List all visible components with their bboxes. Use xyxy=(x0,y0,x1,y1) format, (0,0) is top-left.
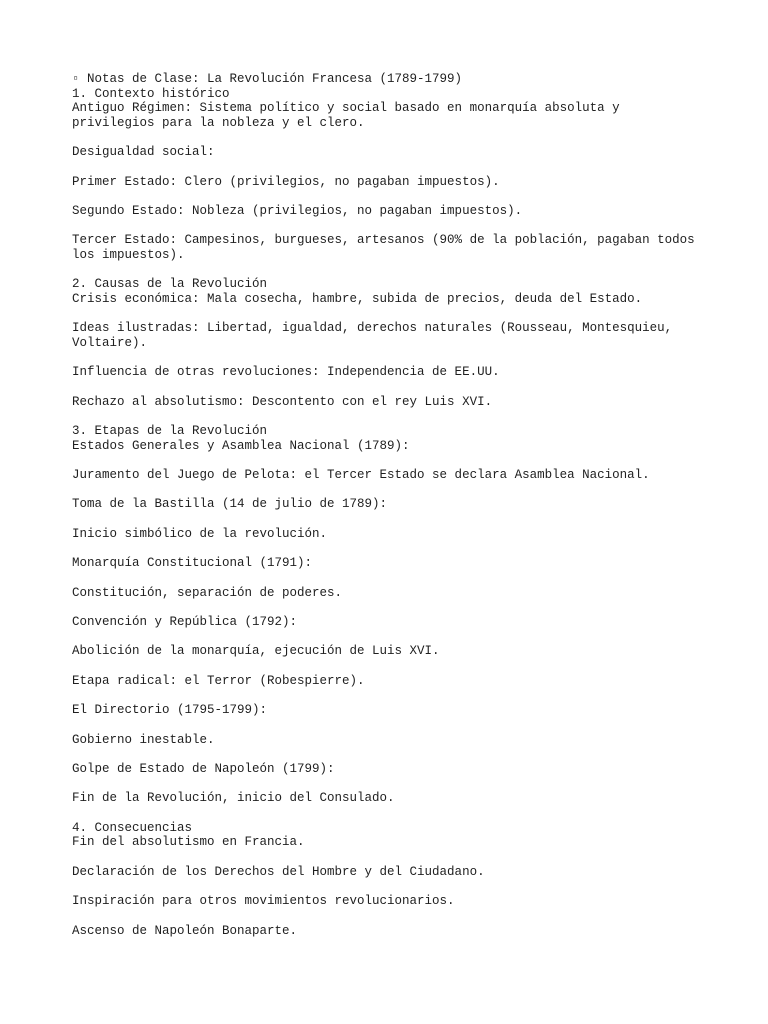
paragraph-directorio: El Directorio (1795-1799): xyxy=(72,703,268,718)
paragraph-influencia: Influencia de otras revoluciones: Independencia de EE.UU. xyxy=(72,365,500,380)
paragraph-juramento: Juramento del Juego de Pelota: el Tercer Estado se declara Asamblea Nacional. xyxy=(72,468,650,483)
document-page xyxy=(72,72,712,938)
paragraph-monarquia-constitucional: Monarquía Constitucional (1791): xyxy=(72,556,313,571)
paragraph-desigualdad-social: Desigualdad social: xyxy=(72,145,215,160)
section-etapas: 3. Etapas de la Revolución Estados Generales y Asamblea Nacional (1789): xyxy=(72,424,410,453)
paragraph-segundo-estado: Segundo Estado: Nobleza (privilegios, no pagaban impuestos). xyxy=(72,203,523,218)
paragraph-etapa-radical: Etapa radical: el Terror (Robespierre). xyxy=(72,673,365,688)
document-title: ▫ Notas de Clase: La Revolución Francesa (1789-1799) xyxy=(72,72,463,86)
paragraph-toma-bastilla: Toma de la Bastilla (14 de julio de 1789): xyxy=(72,497,388,512)
paragraph-ascenso-napoleon: Ascenso de Napoleón Bonaparte. xyxy=(72,923,298,938)
paragraph-inspiracion: Inspiración para otros movimientos revolucionarios. xyxy=(72,894,455,909)
section-causas: 2. Causas de la Revolución Crisis económica: Mala cosecha, hambre, subida de precios, deuda del Estado. xyxy=(72,277,643,306)
paragraph-rechazo-absolutismo: Rechazo al absolutismo: Descontento con el rey Luis XVI. xyxy=(72,394,493,409)
section-contexto-historico: 1. Contexto histórico Antiguo Régimen: Sistema político y social basado en monarquía absoluta y privilegios para la nobleza y el clero. xyxy=(72,86,620,130)
paragraph-constitucion: Constitución, separación de poderes. xyxy=(72,585,343,600)
paragraph-abolicion-monarquia: Abolición de la monarquía, ejecución de Luis XVI. xyxy=(72,644,440,659)
paragraph-ideas-ilustradas: Ideas ilustradas: Libertad, igualdad, derechos naturales (Rousseau, Montesquieu, Voltaire). xyxy=(72,321,673,350)
section-consecuencias: 4. Consecuencias Fin del absolutismo en Francia. xyxy=(72,820,305,850)
paragraph-golpe-estado: Golpe de Estado de Napoleón (1799): xyxy=(72,761,335,776)
paragraph-inicio-simbolico: Inicio simbólico de la revolución. xyxy=(72,526,328,541)
paragraph-tercer-estado: Tercer Estado: Campesinos, burgueses, artesanos (90% de la población, pagaban todos los impuestos). xyxy=(72,233,695,262)
paragraph-declaracion-derechos: Declaración de los Derechos del Hombre y del Ciudadano. xyxy=(72,864,485,879)
paragraph-convencion-republica: Convención y República (1792): xyxy=(72,615,298,630)
paragraph-fin-revolucion: Fin de la Revolución, inicio del Consulado. xyxy=(72,791,395,806)
paragraph-gobierno-inestable: Gobierno inestable. xyxy=(72,732,215,747)
paragraph-primer-estado: Primer Estado: Clero (privilegios, no pagaban impuestos). xyxy=(72,174,500,189)
